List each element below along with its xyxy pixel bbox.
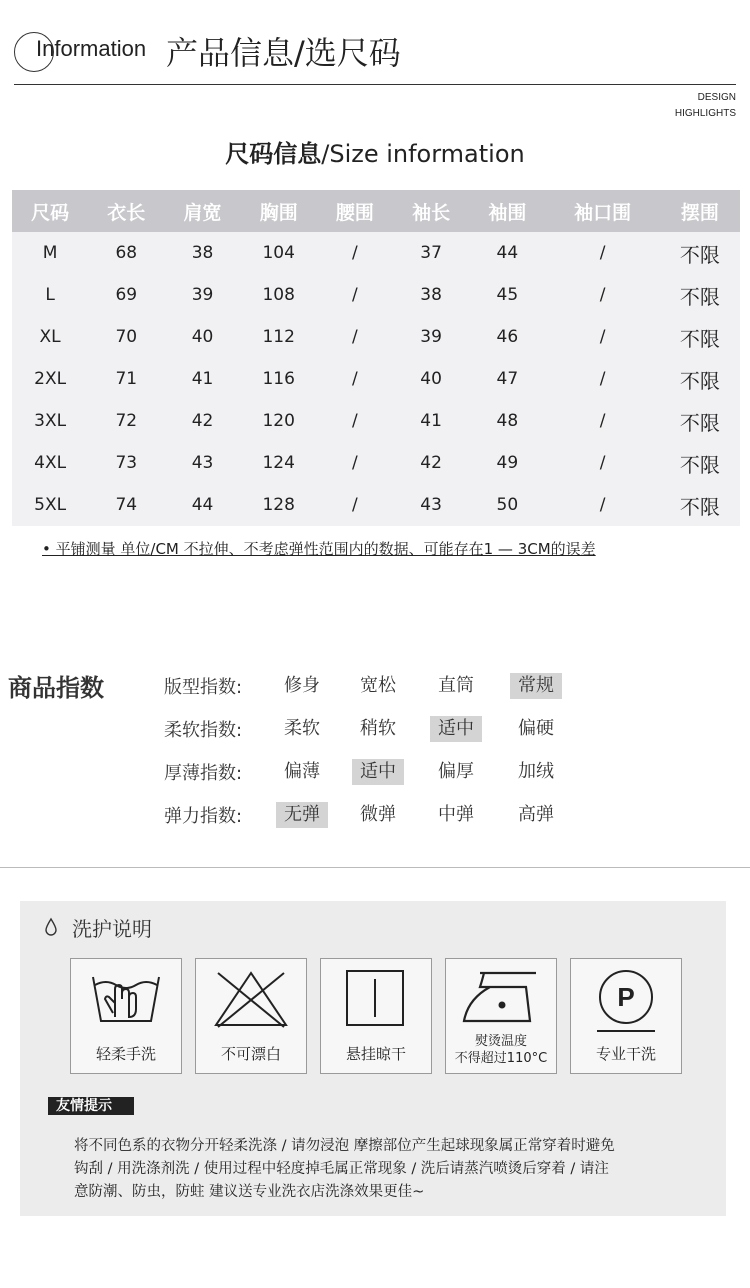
size-table-cell: 48	[496, 411, 519, 431]
size-table-cell: 128	[262, 495, 295, 515]
size-table-cell: 42	[420, 453, 442, 473]
size-table-cell: /	[352, 495, 358, 515]
size-table-header: 袖长	[393, 190, 469, 232]
size-table-row	[12, 400, 740, 442]
size-table-body	[12, 232, 740, 526]
size-table-cell: 68	[115, 243, 138, 263]
index-row-label: 版型指数:	[164, 677, 243, 698]
size-table-cell: 108	[262, 285, 295, 305]
size-table-cell: /	[599, 285, 606, 305]
tip-line: 意防潮、防虫，防蛀 建议送专业洗衣店洗涤效果更佳~	[74, 1184, 425, 1200]
index-section-title: 商品指数	[8, 674, 104, 702]
size-table-cell: 44	[496, 243, 519, 263]
size-table-cell: 73	[115, 453, 138, 473]
water-drop-icon	[44, 917, 58, 937]
size-table-cell: /	[352, 411, 358, 431]
size-table-cell: 45	[496, 285, 519, 305]
size-cell-size: XL	[39, 327, 61, 347]
header-title-cn: 产品信息/选尺码	[166, 34, 401, 72]
size-table-cell: 104	[262, 243, 295, 263]
index-option-selected: 适中	[430, 716, 482, 742]
size-table-row	[12, 274, 740, 316]
size-table-header-row	[12, 190, 740, 232]
size-table-row	[12, 316, 740, 358]
index-option: 微弹	[360, 804, 396, 825]
care-card-hang-dry	[320, 958, 432, 1074]
size-section-title	[0, 134, 750, 169]
size-table-cell: /	[599, 453, 606, 473]
size-table-cell: 41	[420, 411, 442, 431]
index-option: 偏薄	[284, 761, 320, 782]
size-table-cell: 38	[191, 243, 214, 263]
index-row-label: 柔软指数:	[164, 720, 243, 741]
size-table-header: 袖口围	[545, 190, 659, 232]
size-table-cell: 70	[115, 327, 138, 347]
size-table-cell: 42	[191, 411, 214, 431]
size-table-cell: 39	[191, 285, 214, 305]
size-table-cell: 不限	[679, 242, 720, 267]
size-table-cell: 40	[191, 327, 214, 347]
size-table-cell: 40	[420, 369, 442, 389]
index-row-label: 厚薄指数:	[164, 763, 243, 784]
index-option: 偏厚	[438, 761, 474, 782]
index-row-label: 弹力指数:	[164, 806, 243, 827]
svg-text:P: P	[617, 982, 635, 1012]
size-table-cell: 不限	[679, 452, 720, 477]
size-table-cell: 39	[420, 327, 442, 347]
care-label-line-2: 不得超过110°C	[454, 1051, 548, 1066]
size-table-header: 袖围	[469, 190, 545, 232]
size-table-cell: 69	[115, 285, 138, 305]
care-label-line-1: 熨烫温度	[474, 1034, 527, 1049]
index-option: 柔软	[284, 718, 320, 739]
size-table-cell: /	[352, 327, 358, 347]
size-table-cell: 72	[115, 411, 138, 431]
care-title: 洗护说明	[72, 917, 152, 941]
index-option: 稍软	[360, 718, 396, 739]
size-table-header: 肩宽	[164, 190, 240, 232]
size-table-cell: /	[599, 369, 606, 389]
size-table-cell: 44	[191, 495, 214, 515]
size-table-cell: 不限	[679, 410, 720, 435]
care-section	[20, 901, 726, 1216]
care-label: 不可漂白	[220, 1045, 281, 1063]
page-header	[14, 24, 736, 85]
size-table-row	[12, 358, 740, 400]
size-table-header: 尺码	[12, 190, 88, 232]
size-table-cell: 不限	[679, 368, 720, 393]
size-table-header: 腰围	[317, 190, 393, 232]
size-table-cell: 116	[262, 369, 295, 389]
index-option: 高弹	[518, 804, 554, 825]
size-table-cell: 43	[191, 453, 214, 473]
index-option-selected: 无弹	[276, 802, 328, 828]
size-title-en: Size information	[329, 140, 525, 168]
size-table-cell: 41	[191, 369, 214, 389]
size-table-cell: 74	[115, 495, 138, 515]
size-title-separator: /	[321, 140, 330, 168]
header-title-en: Information	[36, 36, 147, 61]
size-table-cell: 不限	[679, 326, 720, 351]
index-option: 直筒	[438, 675, 474, 696]
size-table-cell: /	[352, 453, 358, 473]
design-line-1: DESIGN	[697, 92, 736, 103]
size-table	[12, 190, 740, 526]
size-table-row	[12, 484, 740, 526]
tip-text	[74, 1135, 694, 1204]
size-table-row	[12, 442, 740, 484]
care-card-iron	[445, 958, 557, 1074]
size-cell-size: 2XL	[34, 369, 67, 389]
size-cell-size: M	[42, 243, 58, 263]
size-cell-size: L	[45, 285, 55, 305]
index-option: 加绒	[518, 761, 554, 782]
size-table-header: 衣长	[88, 190, 164, 232]
design-line-2: HIGHLIGHTS	[674, 108, 736, 119]
care-card-hand-wash	[70, 958, 182, 1074]
hang-dry-icon	[321, 959, 431, 1039]
size-table-row	[12, 232, 740, 274]
hand-wash-icon	[71, 959, 181, 1039]
size-table-cell: /	[599, 327, 606, 347]
care-label: 专业干洗	[595, 1045, 656, 1063]
size-table-cell: 71	[115, 369, 138, 389]
no-bleach-icon	[196, 959, 306, 1039]
size-table-cell: /	[352, 369, 358, 389]
size-table-cell: 50	[496, 495, 519, 515]
size-table-cell: 不限	[679, 494, 720, 519]
index-option: 宽松	[360, 675, 396, 696]
professional-dry-clean-icon	[571, 959, 681, 1039]
size-table-cell: 43	[420, 495, 442, 515]
size-table-cell: 120	[262, 411, 295, 431]
index-option-selected: 常规	[510, 673, 562, 699]
size-table-cell: /	[599, 243, 606, 263]
size-table-cell: /	[599, 495, 606, 515]
size-table-header: 胸围	[241, 190, 317, 232]
tip-line: 钩刮 / 用洗涤剂洗 / 使用过程中轻度掉毛属正常现象 / 洗后请蒸汽喷烫后穿着 / 请注	[74, 1161, 609, 1177]
iron-icon	[446, 959, 556, 1039]
design-highlights-tag	[675, 90, 736, 122]
index-option: 中弹	[438, 804, 474, 825]
tip-line: 将不同色系的衣物分开轻柔洗涤 / 请勿浸泡 摩擦部位产生起球现象属正常穿着时避免	[74, 1138, 615, 1154]
size-table-cell: 38	[420, 285, 442, 305]
care-label-two-line	[446, 1033, 556, 1067]
size-cell-size: 5XL	[34, 495, 67, 515]
size-table-cell: /	[599, 411, 606, 431]
size-table-cell: /	[352, 285, 358, 305]
size-table-cell: 112	[262, 327, 295, 347]
care-label: 轻柔手洗	[95, 1045, 156, 1063]
section-divider	[0, 867, 750, 868]
size-cell-size: 3XL	[34, 411, 67, 431]
size-table-cell: 124	[262, 453, 295, 473]
size-note: • 平铺测量 单位/CM 不拉伸、不考虑弹性范围内的数据、可能存在1 — 3CM的误差	[42, 540, 596, 558]
size-table-cell: /	[352, 243, 358, 263]
index-option: 修身	[284, 675, 320, 696]
care-card-dry-clean	[570, 958, 682, 1074]
size-cell-size: 4XL	[34, 453, 67, 473]
care-card-no-bleach	[195, 958, 307, 1074]
size-table-cell: 49	[496, 453, 519, 473]
tip-badge: 友情提示	[48, 1097, 134, 1115]
size-table-cell: 37	[420, 243, 442, 263]
size-title-cn: 尺码信息	[225, 140, 322, 168]
size-table-header: 摆围	[660, 190, 740, 232]
care-label: 悬挂晾干	[345, 1045, 406, 1063]
index-option-selected: 适中	[352, 759, 404, 785]
size-table-cell: 46	[496, 327, 519, 347]
size-table-cell: 47	[496, 369, 519, 389]
size-table-cell: 不限	[679, 284, 720, 309]
index-option: 偏硬	[518, 718, 554, 739]
